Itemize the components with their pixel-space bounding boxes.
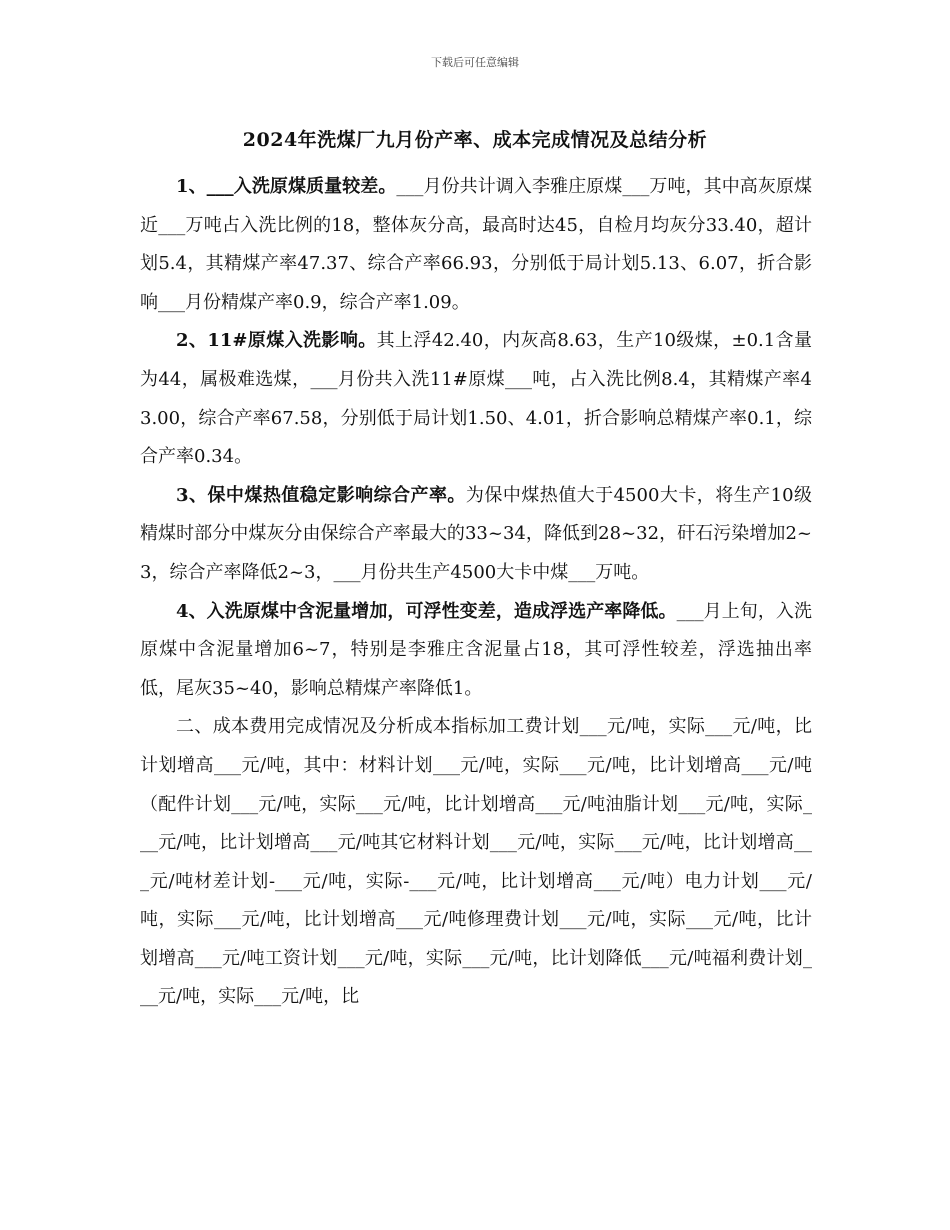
paragraph-3	[140, 477, 812, 593]
header-note: 下载后可任意编辑	[431, 56, 519, 69]
paragraph-4	[140, 593, 812, 709]
paragraph-4-text: ___月上旬，入洗原煤中含泥量增加6~7，特别是李雅庄含泥量占18，其可浮性较差，浮选抽出率低，尾灰35~40，影响总精煤产率降低1。	[140, 600, 812, 699]
paragraph-4-heading: 4、入洗原煤中含泥量增加，可浮性变差，造成浮选产率降低。	[176, 600, 677, 622]
paragraph-2	[140, 322, 812, 476]
paragraph-3-text: 为保中煤热值大于4500大卡，将生产10级精煤时部分中煤灰分由保综合产率最大的33~34，降低到28~32，矸石污染增加2~3，综合产率降低2~3，___月份共生产4500大卡中煤___万吨。	[140, 484, 812, 583]
paragraph-2-heading: 2、11#原煤入洗影响。	[176, 330, 377, 352]
document-body	[140, 168, 812, 1017]
paragraph-5-text: 二、成本费用完成情况及分析成本指标加工费计划___元/吨，实际___元/吨，比计划增高___元/吨，其中：材料计划___元/吨，实际___元/吨，比计划增高___元/吨（配件计划___元/吨，实际___元/吨，比计划增高___元/吨油脂计划___元/吨，实际___元/吨，比计划增高___元/吨其它材料计划___元/吨，实际___元/吨，比计划增高___元/吨材差计划-___元/吨，实际-___元/吨，比计划增高___元/吨）电力计划___元/吨，实际___元/吨，比计划增高___元/吨修理费计划___元/吨，实际___元/吨，比计划增高___元/吨工资计划___元/吨，实际___元/吨，比计划降低___元/吨福利费计划___元/吨，实际___元/吨，比	[140, 716, 812, 1008]
paragraph-1-text: ___月份共计调入李雅庄原煤___万吨，其中高灰原煤近___万吨占入洗比例的18，整体灰分高，最高时达45，自检月均灰分33.40，超计划5.4，其精煤产率47.37、综合产率66.93，分别低于局计划5.13、6.07，折合影响___月份精煤产率0.9，综合产率1.09。	[140, 176, 812, 313]
paragraph-5	[140, 708, 812, 1017]
paragraph-1-heading: 1、___入洗原煤质量较差。	[176, 176, 397, 197]
paragraph-3-heading: 3、保中煤热值稳定影响综合产率。	[176, 484, 466, 506]
paragraph-1	[140, 168, 812, 322]
document-title: 2024年洗煤厂九月份产率、成本完成情况及总结分析	[242, 129, 708, 151]
paragraph-2-text: 其上浮42.40，内灰高8.63，生产10级煤，±0.1含量为44，属极难选煤，___月份共入洗11#原煤___吨，占入洗比例8.4，其精煤产率43.00，综合产率67.58，分别低于局计划1.50、4.01，折合影响总精煤产率0.1，综合产率0.34。	[140, 330, 812, 468]
